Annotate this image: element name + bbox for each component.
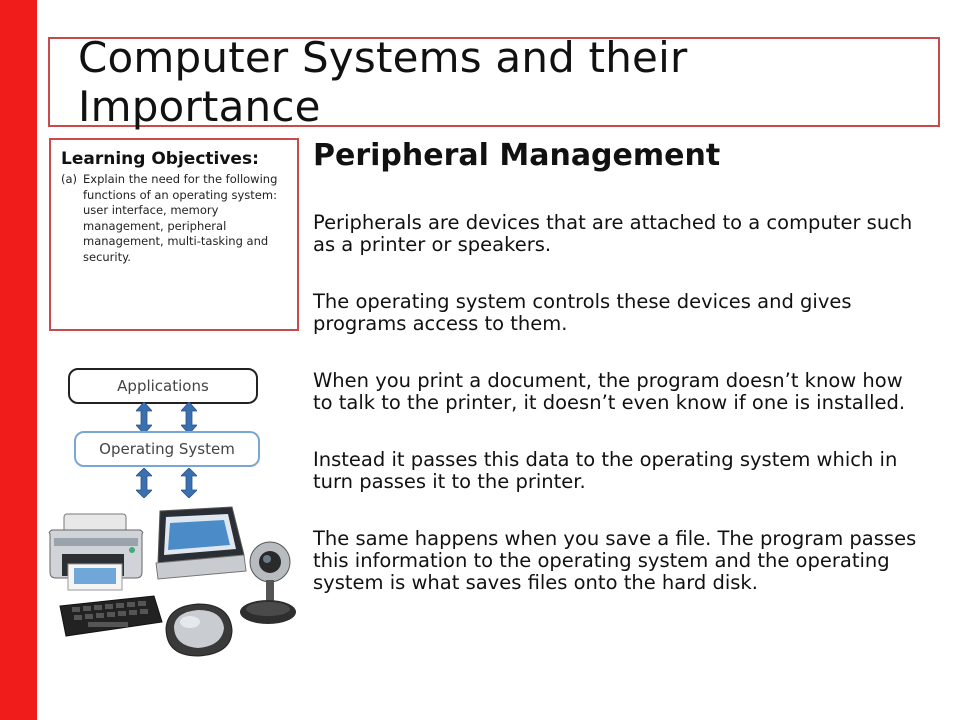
left-accent-bar	[0, 0, 37, 720]
webcam-icon	[230, 538, 300, 630]
paragraph: The operating system controls these devices and gives programs access to them.	[313, 290, 852, 335]
double-arrow-icon	[136, 402, 152, 434]
slide-title: Computer Systems and their Importance	[78, 33, 688, 131]
content-heading: Peripheral Management	[313, 138, 721, 173]
paragraph: The same happens when you save a file. The program passes this information to the operating system and the operating system is what saves files onto the hard disk.	[313, 527, 917, 594]
paragraph: Instead it passes this data to the operating system which in turn passes it to the printer.	[313, 448, 898, 493]
learning-objectives-box	[49, 138, 299, 331]
applications-box: Applications	[68, 368, 258, 404]
keyboard-icon	[54, 592, 164, 642]
peripheral-diagram	[40, 360, 300, 690]
content-body	[313, 212, 923, 629]
operating-system-box: Operating System	[74, 431, 260, 467]
paragraph: Peripherals are devices that are attached to a computer such as a printer or speakers.	[313, 211, 913, 256]
double-arrow-icon	[181, 402, 197, 434]
double-arrow-icon	[136, 468, 152, 498]
printer-icon	[44, 508, 148, 596]
paragraph: When you print a document, the program doesn’t know how to talk to the printer, it doesn’t even know if one is installed.	[313, 369, 906, 414]
double-arrow-icon	[181, 468, 197, 498]
objectives-heading: Learning Objectives:	[61, 149, 259, 169]
objective-item	[61, 172, 287, 265]
objective-text: Explain the need for the following functions of an operating system: user interface, memory management, peripheral management, multi-tasking and security.	[83, 172, 278, 264]
mouse-icon	[158, 598, 238, 662]
title-box	[48, 33, 940, 131]
objective-marker: (a)	[61, 172, 78, 186]
